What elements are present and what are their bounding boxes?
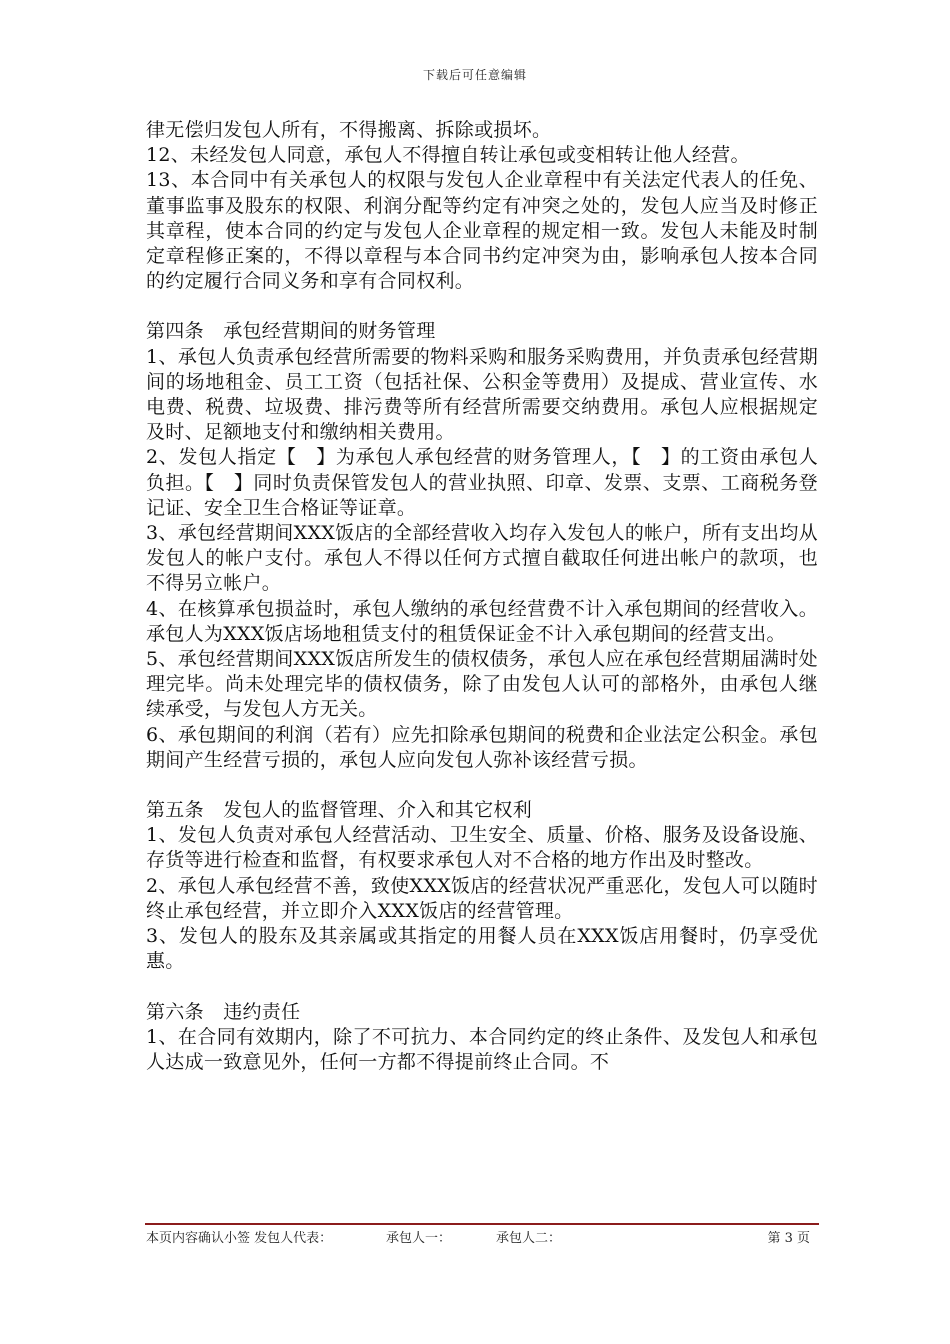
footer-sign-label: 本页内容确认小签 发包人代表： xyxy=(146,1231,333,1246)
spacer xyxy=(146,294,818,319)
paragraph: 6、承包期间的利润（若有）应先扣除承包期间的税费和企业法定公积金。承包期间产生经营亏损的，承包人应向发包人弥补该经营亏损。 xyxy=(146,723,818,771)
paragraph: 1、发包人负责对承包人经营活动、卫生安全、质量、价格、服务及设备设施、存货等进行检查和监督，有权要求承包人对不合格的地方作出及时整改。 xyxy=(146,824,818,872)
paragraph: 1、承包人负责承包经营所需要的物料采购和服务采购费用，并负责承包经营期间的场地租金、员工工资（包括社保、公积金等费用）及提成、营业宣传、水电费、税费、垃圾费、排污费等所有经营所需要交纳费用。承包人应根据规定及时、足额地支付和缴纳相关费用。 xyxy=(146,345,818,444)
paragraph: 2、发包人指定【 】为承包人承包经营的财务管理人，【 】的工资由承包人负担。【 】同时负责保管发包人的营业执照、印章、发票、支票、工商税务登记证、安全卫生合格证等证章。 xyxy=(146,446,818,519)
document-body xyxy=(146,118,818,1075)
paragraph: 3、发包人的股东及其亲属或其指定的用餐人员在XXX饭店用餐时，仍享受优惠。 xyxy=(146,925,818,973)
page-number: 第 3 页 xyxy=(767,1231,810,1246)
paragraph: 12、未经发包人同意，承包人不得擅自转让承包或变相转让他人经营。 xyxy=(146,144,750,167)
page-header: 下载后可任意编辑 xyxy=(422,68,527,82)
section-heading: 第五条 发包人的监督管理、介入和其它权利 xyxy=(146,799,533,822)
paragraph: 1、在合同有效期内，除了不可抗力、本合同约定的终止条件、及发包人和承包人达成一致意见外，任何一方都不得提前终止合同。不 xyxy=(146,1025,818,1073)
paragraph: 4、在核算承包损益时，承包人缴纳的承包经营费不计入承包期间的经营收入。承包人为XXX饭店场地租赁支付的租赁保证金不计入承包期间的经营支出。 xyxy=(146,597,818,645)
spacer xyxy=(146,975,818,1000)
footer-rule xyxy=(145,1223,819,1225)
paragraph: 3、承包经营期间XXX饭店的全部经营收入均存入发包人的帐户，所有支出均从发包人的帐户支付。承包人不得以任何方式擅自截取任何进出帐户的款项，也不得另立帐户。 xyxy=(146,522,818,595)
paragraph: 2、承包人承包经营不善，致使XXX饭店的经营状况严重恶化，发包人可以随时终止承包经营，并立即介入XXX饭店的经营管理。 xyxy=(146,874,818,922)
footer-contractor-one: 承包人一： xyxy=(386,1231,452,1246)
section-heading: 第六条 违约责任 xyxy=(146,1000,301,1023)
paragraph: 5、承包经营期间XXX饭店所发生的债权债务，承包人应在承包经营期届满时处理完毕。尚未处理完毕的债权债务，除了由发包人认可的部格外，由承包人继续承受，与发包人方无关。 xyxy=(146,648,818,721)
footer-contractor-two: 承包人二： xyxy=(496,1231,562,1246)
paragraph: 律无偿归发包人所有，不得搬离、拆除或损坏。 xyxy=(146,119,552,141)
section-heading: 第四条 承包经营期间的财务管理 xyxy=(146,320,436,343)
paragraph: 13、本合同中有关承包人的权限与发包人企业章程中有关法定代表人的任免、董事监事及股东的权限、利润分配等约定有冲突之处的，发包人应当及时修正其章程，使本合同的约定与发包人企业章程的规定相一致。发包人未能及时制定章程修正案的，不得以章程与本合同书约定冲突为由，影响承包人按本合同的约定履行合同义务和享有合同权利。 xyxy=(146,169,818,293)
spacer xyxy=(146,773,818,798)
